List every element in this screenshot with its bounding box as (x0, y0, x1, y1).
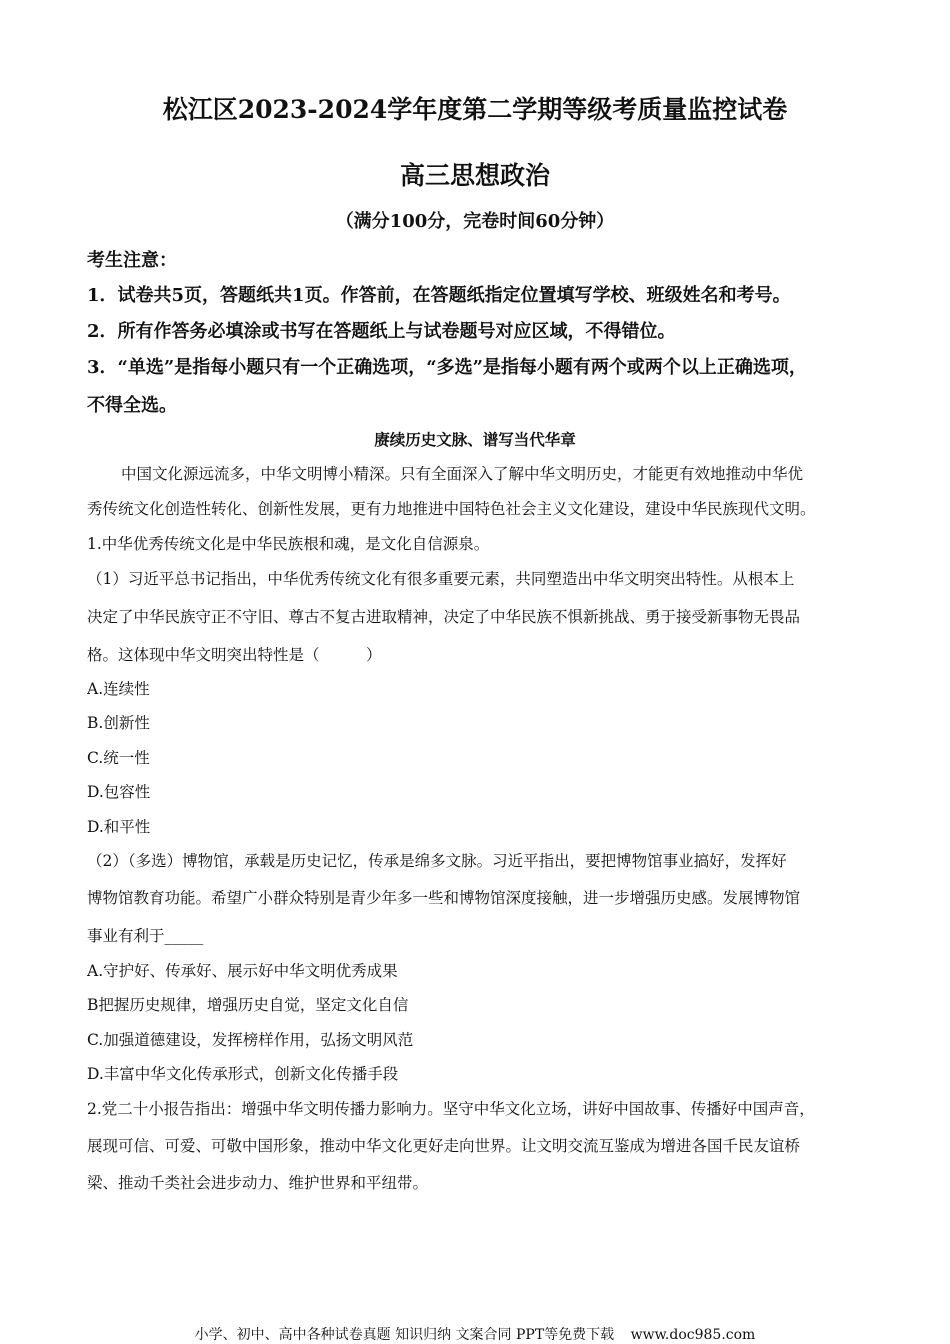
intro-line-2: 秀传统文化创造性转化、创新性发展，更有力地推进中国特色社会主义文化建设，建设中华民族现代文明。 (87, 500, 816, 518)
notice-heading: 考生注意： (87, 250, 177, 271)
notice-item-3-cont: 不得全选。 (87, 395, 177, 416)
q1-sub2-option-c: C.加强道德建设，发挥榜样作用，弘扬文明风范 (87, 1031, 414, 1049)
q1-sub1-option-c: C.统一性 (87, 749, 150, 767)
q2-line-2: 展现可信、可爱、可敬中国形象，推动中华文化更好走向世界。让文明交流互鉴成为增进各国千民友谊桥 (87, 1137, 801, 1155)
score-time-note: （满分100分，完卷时间60分钟） (335, 211, 615, 232)
footer-url[interactable]: www.doc985.com (630, 1327, 756, 1343)
q1-sub1-line-2: 决定了中华民族守正不守旧、尊古不复古进取精神，决定了中华民族不惧新挑战、勇于接受新事物无畏品 (87, 608, 801, 626)
footer-text: 小学、初中、高中各种试卷真题 知识归纳 文案合同 PPT等免费下载 (194, 1327, 615, 1343)
q1-sub2-line-3 (87, 924, 877, 946)
q1-sub1-option-d2: D.和平性 (87, 818, 151, 836)
notice-item-3: 3．“单选”是指每小题只有一个正确选项，“多选”是指每小题有两个或两个以上正确选项， (87, 357, 807, 378)
q1-sub1-option-d: D.包容性 (87, 783, 151, 801)
answer-blank: _____ (164, 927, 204, 945)
q1-sub2-line-2: 博物馆教育功能。希望广小群众特别是青少年多一些和博物馆深度接触，进一步增强历史感。发展博物馆 (87, 889, 801, 907)
q2-line-1: 2.党二十小报告指出：增强中华文明传播力影响力。坚守中华文化立场，讲好中国故事、传播好中国声音， (87, 1100, 815, 1118)
q1-sub2-option-b: B把握历史规律，增强历史自觉，坚定文化自信 (87, 996, 409, 1014)
q1-sub1-line-1: （1）习近平总书记指出，中华优秀传统文化有很多重要元素，共同塑造出中华文明突出特性。从根本上 (87, 570, 795, 588)
q1-sub1-option-a: A.连续性 (87, 680, 150, 698)
q1-sub1-option-b: B.创新性 (87, 714, 150, 732)
q1-sub2-line-3-text: 事业有利于 (87, 927, 165, 945)
q1-sub2-option-d: D.丰富中华文化传承形式，创新文化传播手段 (87, 1065, 399, 1083)
q1-stem: 1.中华优秀传统文化是中华民族根和魂，是文化自信源泉。 (87, 535, 490, 553)
q1-sub1-line-3: 格。这体现中华文明突出特性是（ ） (87, 646, 382, 664)
intro-line-1: 中国文化源远流多，中华文明博小精深。只有全面深入了解中华文明历史，才能更有效地推动中华优 (121, 465, 804, 483)
page-footer (0, 1324, 950, 1344)
q2-line-3: 梁、推动千类社会进步动力、维护世界和平纽带。 (87, 1174, 429, 1192)
notice-item-1: 1．试卷共5页，答题纸共1页。作答前，在答题纸指定位置填写学校、班级姓名和考号。 (87, 285, 791, 306)
q1-sub2-line-1: （2）（多选）博物馆，承载是历史记忆，传承是绵多文脉。习近平指出，要把博物馆事业搞好，发挥好 (87, 852, 787, 870)
exam-title: 松江区2023-2024学年度第二学期等级考质量监控试卷 (162, 95, 788, 124)
q1-sub2-option-a: A.守护好、传承好、展示好中华文明优秀成果 (87, 962, 398, 980)
section-title: 赓续历史文脉、谱写当代华章 (374, 430, 576, 449)
notice-item-2: 2．所有作答务必填涂或书写在答题纸上与试卷题号对应区域，不得错位。 (87, 321, 676, 342)
subject-title: 高三思想政治 (399, 161, 550, 190)
